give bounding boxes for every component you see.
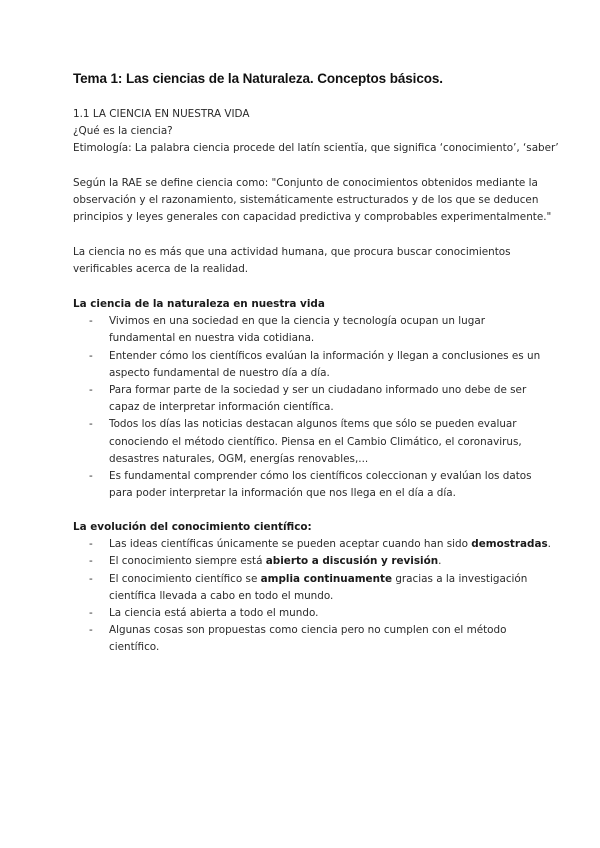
text-run: gracias a la investigación	[392, 572, 528, 585]
question-text: ¿Qué es la ciencia?	[73, 125, 173, 138]
list-item	[73, 536, 563, 553]
paragraph-line: Según la RAE se define ciencia como: "Conjunto de conocimientos obtenidos mediante la	[73, 177, 538, 189]
bullet-list	[73, 536, 563, 656]
rae-definition-paragraph	[73, 175, 563, 227]
text-run: El conocimiento siempre está	[109, 555, 266, 568]
human-activity-paragraph	[73, 244, 563, 278]
paragraph-line: observación y el razonamiento, sistemáticamente estructurados y de los que se deducen	[73, 194, 539, 207]
bold-text: amplia continuamente	[260, 572, 393, 585]
list-item-line: Entender cómo los científicos evalúan la información y llegan a conclusiones es un	[109, 349, 541, 362]
ciencia-vida-section	[73, 296, 563, 502]
list-item-line: para poder interpretar la información que nos llega en el día a día.	[109, 487, 456, 500]
bullet-list	[73, 313, 563, 502]
list-item	[73, 382, 563, 416]
bullet-dash: -	[89, 555, 93, 568]
list-item-line: La ciencia está abierta a todo el mundo.	[109, 607, 319, 620]
bullet-dash: -	[89, 349, 93, 362]
bold-text: demostradas	[471, 538, 548, 551]
etymology-text: Etimología: La palabra ciencia procede del latín scientĭa, que significa ‘conocimiento’, ‘saber’	[73, 142, 559, 155]
evolucion-section	[73, 519, 563, 657]
paragraph-line: verificables acerca de la realidad.	[73, 263, 249, 276]
list-item-line: Es fundamental comprender cómo los científicos coleccionan y evalúan los datos	[109, 470, 532, 483]
list-item-line: científico.	[109, 641, 160, 654]
list-item-line: Vivimos en una sociedad en que la ciencia y tecnología ocupan un lugar	[109, 315, 485, 328]
list-item-line	[109, 571, 563, 588]
list-item-line	[109, 536, 563, 553]
section-heading: 1.1 LA CIENCIA EN NUESTRA VIDA	[73, 108, 250, 120]
bullet-dash: -	[89, 572, 93, 585]
list-item-line: Todos los días las noticias destacan algunos ítems que sólo se pueden evaluar	[109, 418, 517, 431]
bullet-dash: -	[89, 607, 93, 620]
bullet-dash: -	[89, 384, 93, 397]
list-item	[73, 348, 563, 382]
text-run: .	[547, 538, 551, 551]
list-item-line: capaz de interpretar información científica.	[109, 401, 334, 414]
list-item-line: conociendo el método científico. Piensa en el Cambio Climático, el coronavirus,	[109, 435, 522, 448]
list-item	[73, 605, 563, 622]
bullet-dash: -	[89, 538, 93, 551]
text-run: Las ideas científicas únicamente se pueden aceptar cuando han sido	[109, 538, 472, 551]
subsection-heading: La ciencia de la naturaleza en nuestra vida	[73, 298, 325, 310]
bold-text: abierto a discusión y revisión	[265, 555, 439, 568]
page-title: Tema 1: Las ciencias de la Naturaleza. Conceptos básicos.	[73, 71, 443, 86]
list-item	[73, 468, 563, 502]
list-item-line: científica llevada a cabo en todo el mundo.	[109, 589, 334, 602]
bullet-dash: -	[89, 418, 93, 431]
list-item-line: desastres naturales, OGM, energías renovables,...	[109, 452, 369, 465]
list-item-line: Algunas cosas son propuestas como ciencia pero no cumplen con el método	[109, 624, 507, 637]
subsection-heading: La evolución del conocimiento científico:	[73, 521, 312, 533]
list-item	[73, 313, 563, 347]
bullet-dash: -	[89, 315, 93, 328]
list-item	[73, 622, 563, 656]
list-item	[73, 416, 563, 468]
paragraph-line: principios y leyes generales con capacidad predictiva y comprobables experimentalmente."	[73, 211, 552, 224]
text-run: El conocimiento científico se	[109, 572, 261, 585]
list-item	[73, 553, 563, 570]
section-1-1	[73, 106, 563, 158]
list-item	[73, 571, 563, 605]
list-item-line	[109, 553, 563, 570]
list-item-line: Para formar parte de la sociedad y ser un ciudadano informado uno debe de ser	[109, 384, 527, 397]
text-run: .	[438, 555, 442, 568]
bullet-dash: -	[89, 470, 93, 483]
list-item-line: aspecto fundamental de nuestro día a día.	[109, 366, 330, 379]
paragraph-line: La ciencia no es más que una actividad humana, que procura buscar conocimientos	[73, 246, 511, 258]
list-item-line: fundamental en nuestra vida cotidiana.	[109, 332, 315, 345]
bullet-dash: -	[89, 624, 93, 637]
